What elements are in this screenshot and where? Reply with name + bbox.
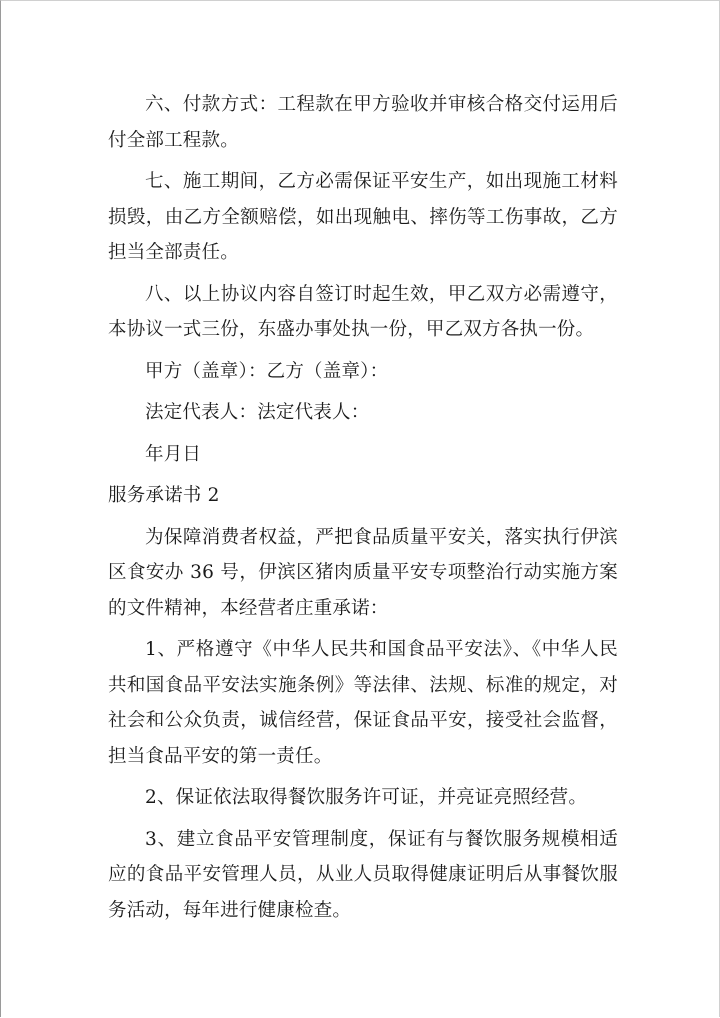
paragraph-commitment-intro: 为保障消费者权益，严把食品质量平安关，落实执行伊滨区食安办 36 号，伊滨区猪肉质量平安专项整治行动实施方案的文件精神，本经营者庄重承诺：	[108, 526, 618, 619]
section-heading: 服务承诺书 2	[108, 485, 220, 506]
date-line: 年月日	[145, 443, 202, 465]
paragraph-commitment-2: 2、保证依法取得餐饮服务许可证，并亮证亮照经营。	[145, 787, 588, 808]
paragraph-payment-terms: 六、付款方式：工程款在甲方验收并审核合格交付运用后付全部工程款。	[108, 94, 618, 151]
paragraph-commitment-3: 3、建立食品平安管理制度，保证有与餐饮服务规模相适应的食品平安管理人员，从业人员取得健康证明后从事餐饮服务活动，每年进行健康检查。	[108, 828, 618, 921]
paragraph-effective-date: 八、以上协议内容自签订时起生效，甲乙双方必需遵守，本协议一式三份，东盛办事处执一份，甲乙双方各执一份。	[108, 283, 618, 340]
paragraph-commitment-1: 1、严格遵守《中华人民共和国食品平安法》、《中华人民共和国食品平安法实施条例》等法律、法规、标准的规定，对社会和公众负责，诚信经营，保证食品平安，接受社会监督，担当食品平安的第一责任。	[108, 639, 618, 767]
legal-representative-line: 法定代表人：法定代表人：	[145, 402, 370, 423]
paragraph-construction-safety: 七、施工期间，乙方必需保证平安生产，如出现施工材料损毁，由乙方全额赔偿，如出现触电、摔伤等工伤事故，乙方担当全部责任。	[108, 171, 618, 263]
signature-seal-line: 甲方（盖章）：乙方（盖章）：	[145, 360, 389, 382]
document-body	[108, 87, 618, 934]
